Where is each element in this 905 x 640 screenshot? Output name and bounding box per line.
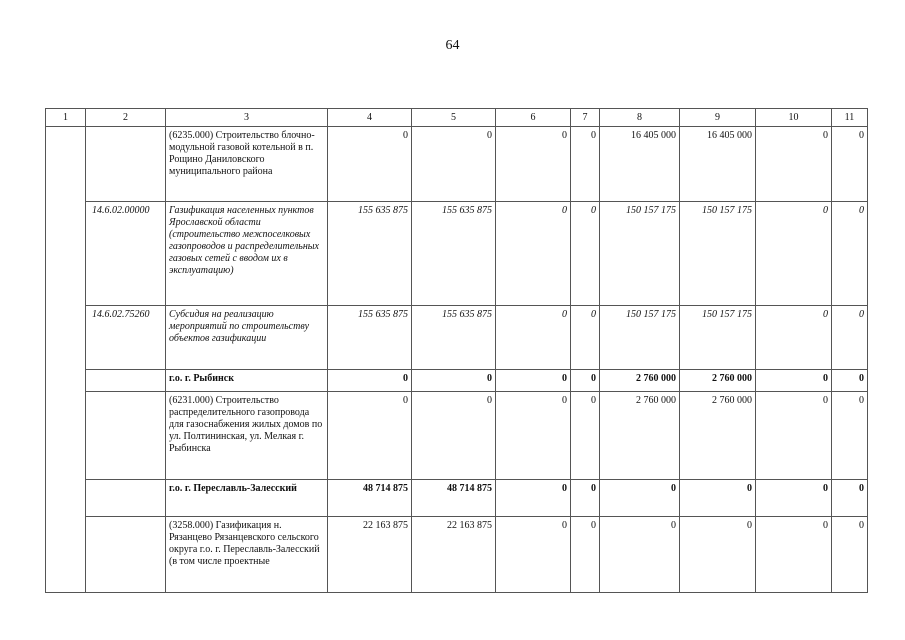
- row-value-4: 0: [328, 370, 412, 392]
- row-value-11: 0: [832, 127, 868, 202]
- col-header-5: 5: [412, 109, 496, 127]
- row-code: [86, 480, 166, 517]
- table-row: [46, 480, 868, 517]
- row-value-6: 0: [496, 127, 571, 202]
- row-value-8: 150 157 175: [600, 202, 680, 306]
- row-name: г.о. г. Рыбинск: [166, 370, 328, 392]
- row-name: (6235.000) Строительство блочно-модульной газовой котельной в п. Рощино Даниловского муниципального района: [166, 127, 328, 202]
- page-number: 64: [445, 38, 460, 53]
- row-value-6: 0: [496, 202, 571, 306]
- row-value-9: 0: [680, 480, 756, 517]
- row-value-10: 0: [756, 370, 832, 392]
- row-value-4: 48 714 875: [328, 480, 412, 517]
- row-value-5: 0: [412, 392, 496, 480]
- row-value-6: 0: [496, 392, 571, 480]
- row-value-4: 155 635 875: [328, 202, 412, 306]
- col-header-1: 1: [46, 109, 86, 127]
- row-value-8: 2 760 000: [600, 392, 680, 480]
- row-value-8: 150 157 175: [600, 306, 680, 370]
- row-value-4: 0: [328, 127, 412, 202]
- row-value-9: 2 760 000: [680, 392, 756, 480]
- row-name: г.о. г. Переславль-Залесский: [166, 480, 328, 517]
- merged-cell-col1: [46, 127, 86, 593]
- row-value-6: 0: [496, 306, 571, 370]
- col-header-10: 10: [756, 109, 832, 127]
- row-value-10: 0: [756, 306, 832, 370]
- row-value-4: 22 163 875: [328, 517, 412, 593]
- row-value-4: 0: [328, 392, 412, 480]
- row-value-10: 0: [756, 392, 832, 480]
- row-code: [86, 127, 166, 202]
- row-value-8: 2 760 000: [600, 370, 680, 392]
- row-value-8: 0: [600, 517, 680, 593]
- table-row: [46, 127, 868, 202]
- row-code: [86, 517, 166, 593]
- row-value-7: 0: [571, 202, 600, 306]
- row-code: [86, 392, 166, 480]
- row-value-9: 16 405 000: [680, 127, 756, 202]
- row-value-8: 16 405 000: [600, 127, 680, 202]
- col-header-6: 6: [496, 109, 571, 127]
- row-name: Субсидия на реализацию мероприятий по строительству объектов газификации: [166, 306, 328, 370]
- row-value-8: 0: [600, 480, 680, 517]
- col-header-4: 4: [328, 109, 412, 127]
- row-value-7: 0: [571, 392, 600, 480]
- row-value-5: 0: [412, 370, 496, 392]
- row-value-7: 0: [571, 127, 600, 202]
- row-name: (3258.000) Газификация н. Рязанцево Рязанцевского сельского округа г.о. г. Переславль-Залесский (в том числе проектные: [166, 517, 328, 593]
- row-value-7: 0: [571, 480, 600, 517]
- row-value-6: 0: [496, 370, 571, 392]
- row-value-9: 150 157 175: [680, 306, 756, 370]
- row-value-10: 0: [756, 127, 832, 202]
- row-value-5: 48 714 875: [412, 480, 496, 517]
- row-value-7: 0: [571, 306, 600, 370]
- row-name: Газификация населенных пунктов Ярославской области (строительство межпоселковых газопроводов и распределительных газовых сетей с вводом их в эксплуатацию): [166, 202, 328, 306]
- budget-table: [45, 108, 868, 593]
- table-row: [46, 306, 868, 370]
- row-value-11: 0: [832, 480, 868, 517]
- row-value-5: 0: [412, 127, 496, 202]
- row-value-11: 0: [832, 517, 868, 593]
- table-row: [46, 370, 868, 392]
- row-value-5: 155 635 875: [412, 306, 496, 370]
- col-header-9: 9: [680, 109, 756, 127]
- table-row: [46, 202, 868, 306]
- row-value-5: 22 163 875: [412, 517, 496, 593]
- row-value-7: 0: [571, 517, 600, 593]
- row-value-10: 0: [756, 480, 832, 517]
- row-code: 14.6.02.75260: [86, 306, 166, 370]
- row-value-11: 0: [832, 306, 868, 370]
- row-value-9: 2 760 000: [680, 370, 756, 392]
- row-value-11: 0: [832, 202, 868, 306]
- row-value-7: 0: [571, 370, 600, 392]
- row-value-11: 0: [832, 392, 868, 480]
- col-header-7: 7: [571, 109, 600, 127]
- col-header-11: 11: [832, 109, 868, 127]
- row-value-5: 155 635 875: [412, 202, 496, 306]
- col-header-3: 3: [166, 109, 328, 127]
- row-value-6: 0: [496, 480, 571, 517]
- row-code: [86, 370, 166, 392]
- row-value-11: 0: [832, 370, 868, 392]
- row-name: (6231.000) Строительство распределительного газопровода для газоснабжения жилых домов по ул. Полтининская, ул. Мелкая г. Рыбинска: [166, 392, 328, 480]
- column-number-row: [46, 109, 868, 127]
- col-header-8: 8: [600, 109, 680, 127]
- row-value-4: 155 635 875: [328, 306, 412, 370]
- row-value-6: 0: [496, 517, 571, 593]
- row-value-10: 0: [756, 517, 832, 593]
- row-value-9: 150 157 175: [680, 202, 756, 306]
- row-value-9: 0: [680, 517, 756, 593]
- table-row: [46, 392, 868, 480]
- col-header-2: 2: [86, 109, 166, 127]
- row-value-10: 0: [756, 202, 832, 306]
- row-code: 14.6.02.00000: [86, 202, 166, 306]
- table-row: [46, 517, 868, 593]
